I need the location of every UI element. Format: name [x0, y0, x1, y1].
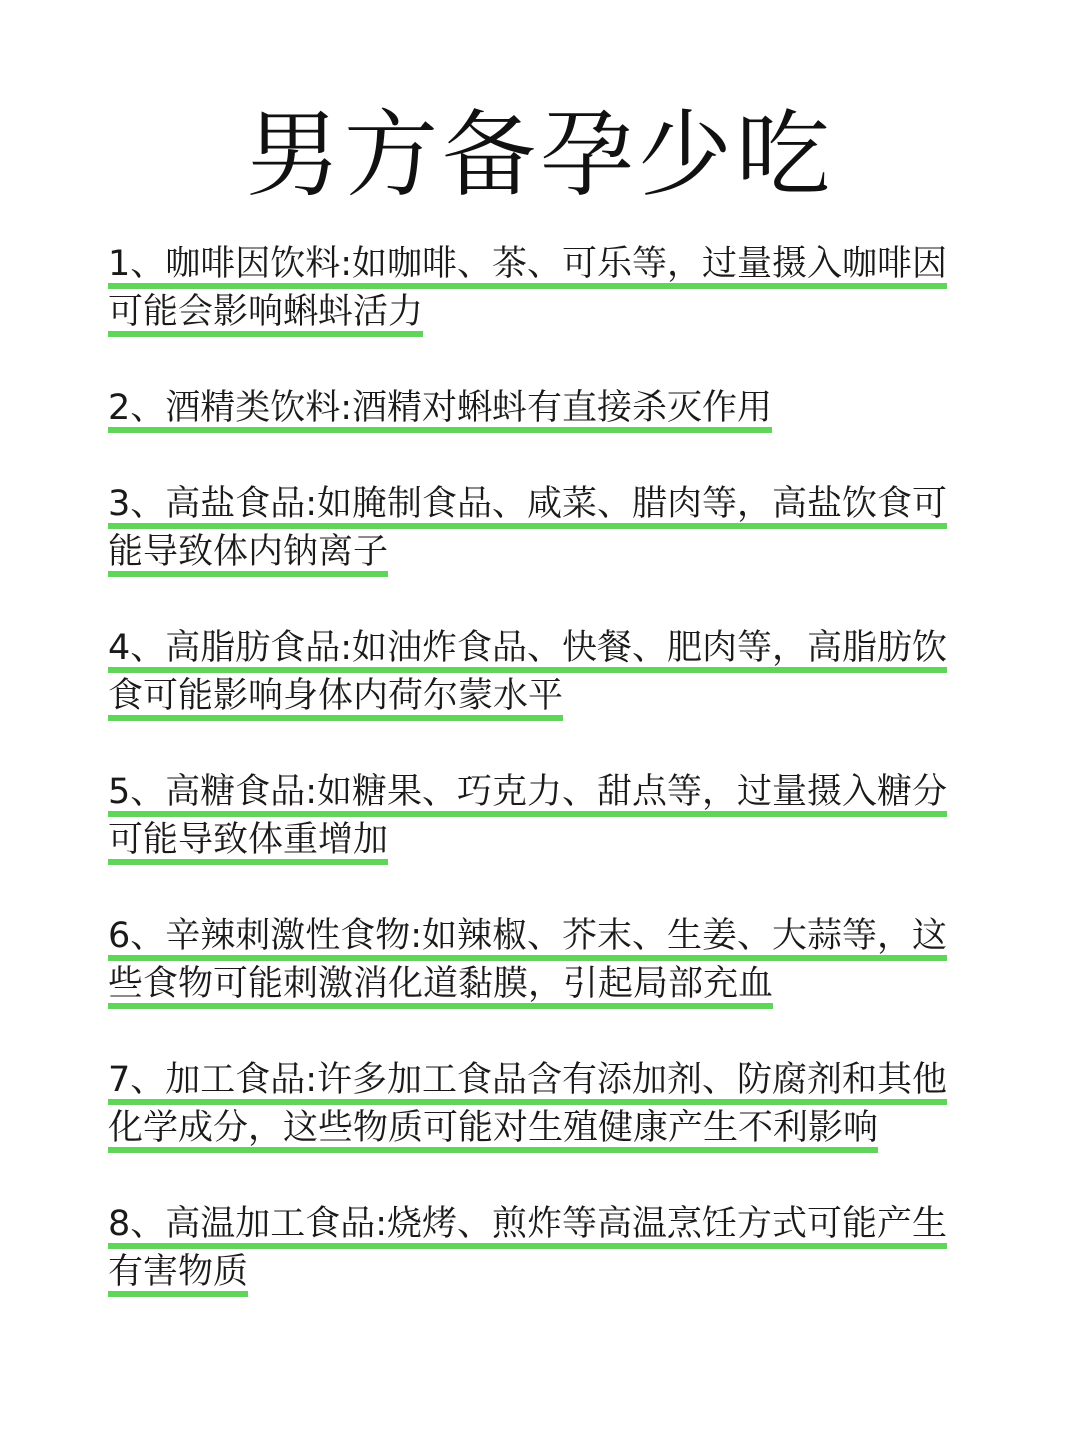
list-item: [108, 1200, 960, 1296]
list-item: [108, 480, 960, 576]
list-item: [108, 912, 960, 1008]
list-item-text: 5、高糖食品:如糖果、巧克力、甜点等，过量摄入糖分可能导致体重增加: [108, 772, 948, 860]
list-item: [108, 624, 960, 720]
page-title: 男方备孕少吃: [245, 100, 834, 210]
list-item: [108, 240, 960, 336]
list-item-text: 7、加工食品:许多加工食品含有添加剂、防腐剂和其他化学成分，这些物质可能对生殖健康产生不利影响: [108, 1060, 948, 1148]
list-item-text: 1、咖啡因饮料:如咖啡、茶、可乐等，过量摄入咖啡因可能会影响蝌蚪活力: [108, 244, 948, 332]
list-item: [108, 768, 960, 864]
list-item-text: 3、高盐食品:如腌制食品、咸菜、腊肉等，高盐饮食可能导致体内钠离子: [108, 484, 948, 572]
list-item: [108, 1056, 960, 1152]
list-item: [108, 384, 960, 432]
list-item-text: 6、辛辣刺激性食物:如辣椒、芥末、生姜、大蒜等，这些食物可能刺激消化道黏膜，引起局部充血: [108, 916, 948, 1004]
list-item-text: 4、高脂肪食品:如油炸食品、快餐、肥肉等，高脂肪饮食可能影响身体内荷尔蒙水平: [108, 628, 948, 716]
food-list: [108, 240, 960, 1344]
list-item-text: 8、高温加工食品:烧烤、煎炸等高温烹饪方式可能产生有害物质: [108, 1204, 948, 1292]
list-item-text: 2、酒精类饮料:酒精对蝌蚪有直接杀灭作用: [108, 388, 773, 428]
